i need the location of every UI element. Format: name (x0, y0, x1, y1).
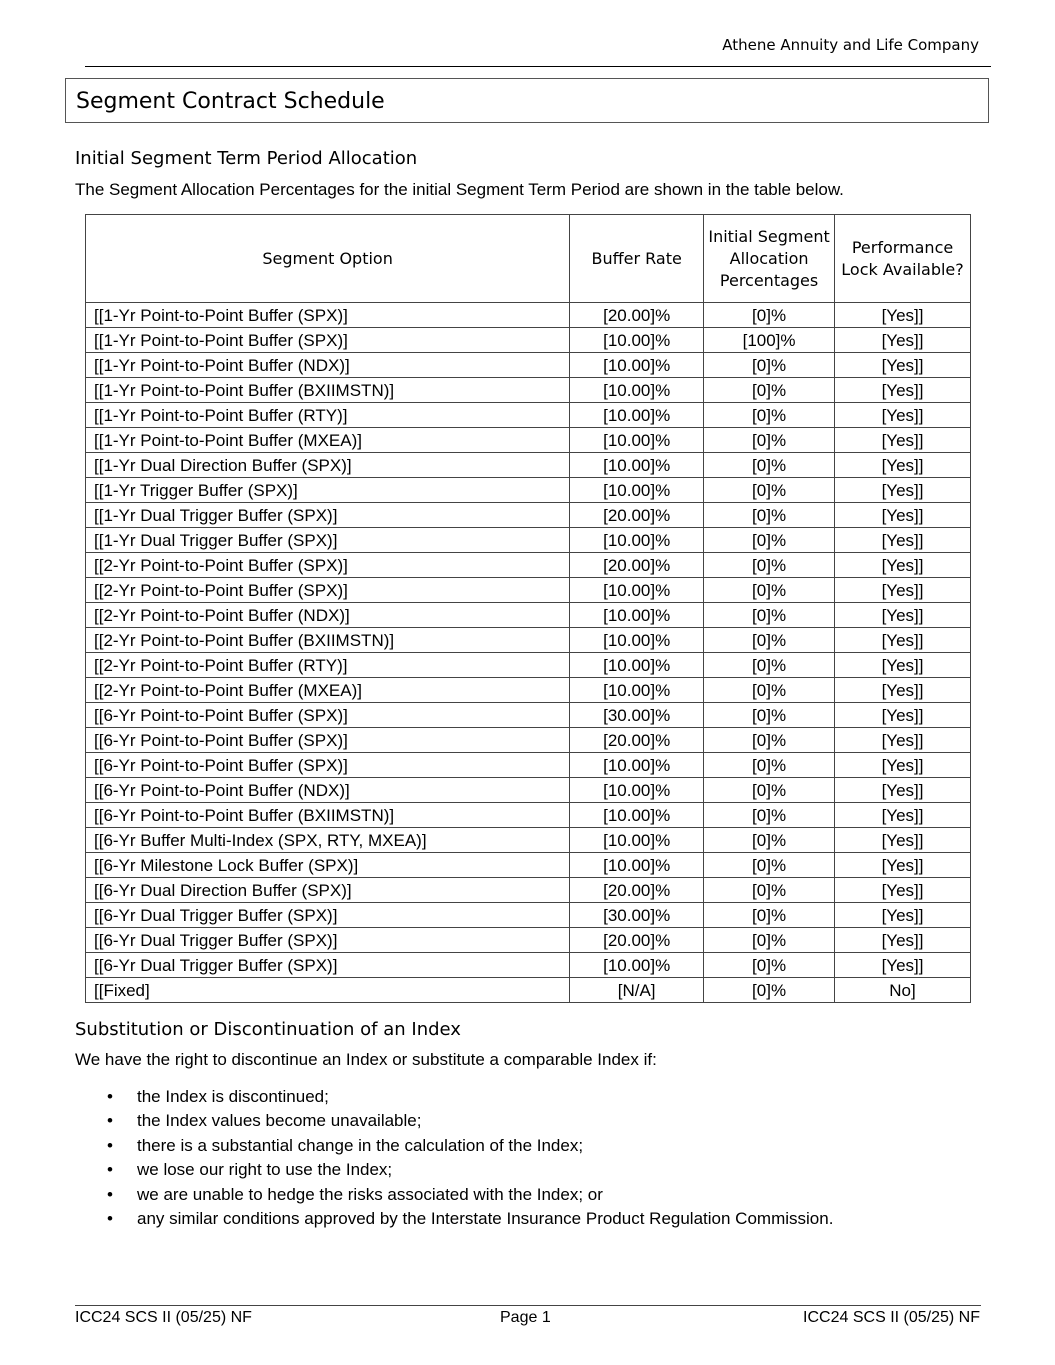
cell-buffer-rate: [10.00]% (570, 653, 704, 678)
cell-buffer-rate: [10.00]% (570, 578, 704, 603)
cell-allocation: [0]% (704, 853, 835, 878)
cell-performance-lock: [Yes]] (835, 528, 971, 553)
condition-list (75, 1085, 833, 1231)
cell-buffer-rate: [10.00]% (570, 753, 704, 778)
cell-allocation: [0]% (704, 603, 835, 628)
table-row (86, 928, 971, 953)
header-rule (85, 66, 991, 67)
cell-allocation: [0]% (704, 778, 835, 803)
cell-buffer-rate: [20.00]% (570, 303, 704, 328)
cell-segment-option: [[1-Yr Dual Direction Buffer (SPX)] (86, 453, 570, 478)
cell-buffer-rate: [30.00]% (570, 703, 704, 728)
cell-buffer-rate: [20.00]% (570, 878, 704, 903)
table-row (86, 578, 971, 603)
cell-performance-lock: [Yes]] (835, 303, 971, 328)
cell-buffer-rate: [10.00]% (570, 953, 704, 978)
cell-segment-option: [[6-Yr Point-to-Point Buffer (NDX)] (86, 778, 570, 803)
cell-segment-option: [[1-Yr Point-to-Point Buffer (MXEA)] (86, 428, 570, 453)
cell-allocation: [0]% (704, 553, 835, 578)
table-row (86, 503, 971, 528)
cell-segment-option: [[6-Yr Dual Trigger Buffer (SPX)] (86, 903, 570, 928)
cell-performance-lock: [Yes]] (835, 328, 971, 353)
cell-performance-lock: [Yes]] (835, 828, 971, 853)
cell-performance-lock: [Yes]] (835, 653, 971, 678)
table-row (86, 703, 971, 728)
cell-allocation: [0]% (704, 828, 835, 853)
table-row (86, 303, 971, 328)
cell-allocation: [0]% (704, 978, 835, 1003)
table-row (86, 728, 971, 753)
cell-segment-option: [[1-Yr Point-to-Point Buffer (RTY)] (86, 403, 570, 428)
table-row (86, 803, 971, 828)
table-row (86, 453, 971, 478)
col-header-performance-lock: Performance Lock Available? (835, 215, 971, 303)
table-row (86, 428, 971, 453)
cell-performance-lock: [Yes]] (835, 928, 971, 953)
cell-buffer-rate: [20.00]% (570, 928, 704, 953)
list-item: • we are unable to hedge the risks associated with the Index; or (75, 1183, 833, 1207)
table-row (86, 403, 971, 428)
cell-segment-option: [[1-Yr Point-to-Point Buffer (SPX)] (86, 303, 570, 328)
cell-buffer-rate: [10.00]% (570, 453, 704, 478)
table-row (86, 753, 971, 778)
cell-buffer-rate: [10.00]% (570, 403, 704, 428)
cell-performance-lock: [Yes]] (835, 453, 971, 478)
cell-buffer-rate: [10.00]% (570, 628, 704, 653)
cell-allocation: [0]% (704, 303, 835, 328)
cell-buffer-rate: [10.00]% (570, 853, 704, 878)
table-row (86, 328, 971, 353)
cell-segment-option: [[6-Yr Point-to-Point Buffer (SPX)] (86, 753, 570, 778)
cell-buffer-rate: [10.00]% (570, 353, 704, 378)
cell-segment-option: [[2-Yr Point-to-Point Buffer (SPX)] (86, 553, 570, 578)
footer-form-right: ICC24 SCS II (05/25) NF (803, 1309, 980, 1326)
cell-segment-option: [[6-Yr Point-to-Point Buffer (BXIIMSTN)] (86, 803, 570, 828)
cell-allocation: [0]% (704, 728, 835, 753)
cell-allocation: [0]% (704, 653, 835, 678)
cell-performance-lock: [Yes]] (835, 603, 971, 628)
cell-performance-lock: [Yes]] (835, 578, 971, 603)
cell-segment-option: [[2-Yr Point-to-Point Buffer (NDX)] (86, 603, 570, 628)
cell-performance-lock: [Yes]] (835, 953, 971, 978)
cell-performance-lock: [Yes]] (835, 403, 971, 428)
table-row (86, 478, 971, 503)
table-row (86, 678, 971, 703)
table-row (86, 828, 971, 853)
footer-page-number: Page 1 (500, 1309, 551, 1326)
cell-performance-lock: [Yes]] (835, 803, 971, 828)
cell-buffer-rate: [10.00]% (570, 828, 704, 853)
cell-allocation: [0]% (704, 678, 835, 703)
table-row (86, 628, 971, 653)
cell-allocation: [0]% (704, 428, 835, 453)
cell-performance-lock: [Yes]] (835, 353, 971, 378)
cell-allocation: [0]% (704, 878, 835, 903)
cell-buffer-rate: [10.00]% (570, 778, 704, 803)
footer-form-left: ICC24 SCS II (05/25) NF (75, 1309, 252, 1326)
cell-performance-lock: [Yes]] (835, 553, 971, 578)
table-row (86, 878, 971, 903)
section-heading-substitution: Substitution or Discontinuation of an Index (75, 1019, 461, 1040)
cell-buffer-rate: [N/A] (570, 978, 704, 1003)
table-row (86, 353, 971, 378)
company-name: Athene Annuity and Life Company (722, 36, 979, 54)
col-header-allocation: Initial Segment Allocation Percentages (704, 215, 835, 303)
cell-segment-option: [[6-Yr Dual Trigger Buffer (SPX)] (86, 953, 570, 978)
table-header-row (86, 215, 971, 303)
cell-performance-lock: [Yes]] (835, 878, 971, 903)
cell-allocation: [0]% (704, 453, 835, 478)
table-row (86, 553, 971, 578)
cell-performance-lock: [Yes]] (835, 903, 971, 928)
table-row (86, 528, 971, 553)
cell-performance-lock: [Yes]] (835, 778, 971, 803)
cell-performance-lock: [Yes]] (835, 428, 971, 453)
cell-performance-lock: No] (835, 978, 971, 1003)
cell-allocation: [0]% (704, 528, 835, 553)
cell-allocation: [0]% (704, 578, 835, 603)
cell-segment-option: [[6-Yr Buffer Multi-Index (SPX, RTY, MXEA)] (86, 828, 570, 853)
table-row (86, 378, 971, 403)
cell-segment-option: [[Fixed] (86, 978, 570, 1003)
list-item: • the Index values become unavailable; (75, 1109, 833, 1133)
table-row (86, 653, 971, 678)
cell-allocation: [0]% (704, 628, 835, 653)
table-row (86, 903, 971, 928)
cell-buffer-rate: [30.00]% (570, 903, 704, 928)
list-item: • we lose our right to use the Index; (75, 1158, 833, 1182)
cell-segment-option: [[6-Yr Dual Direction Buffer (SPX)] (86, 878, 570, 903)
cell-segment-option: [[6-Yr Point-to-Point Buffer (SPX)] (86, 728, 570, 753)
list-item: • any similar conditions approved by the Interstate Insurance Product Regulation Commission. (75, 1207, 833, 1231)
cell-allocation: [0]% (704, 353, 835, 378)
cell-allocation: [0]% (704, 803, 835, 828)
page-title: Segment Contract Schedule (76, 89, 385, 114)
cell-performance-lock: [Yes]] (835, 678, 971, 703)
cell-buffer-rate: [20.00]% (570, 553, 704, 578)
cell-performance-lock: [Yes]] (835, 628, 971, 653)
cell-buffer-rate: [20.00]% (570, 503, 704, 528)
cell-segment-option: [[2-Yr Point-to-Point Buffer (MXEA)] (86, 678, 570, 703)
cell-buffer-rate: [10.00]% (570, 528, 704, 553)
cell-allocation: [0]% (704, 378, 835, 403)
cell-buffer-rate: [10.00]% (570, 603, 704, 628)
cell-segment-option: [[1-Yr Dual Trigger Buffer (SPX)] (86, 503, 570, 528)
cell-segment-option: [[1-Yr Trigger Buffer (SPX)] (86, 478, 570, 503)
cell-allocation: [0]% (704, 928, 835, 953)
col-header-buffer-rate: Buffer Rate (570, 215, 704, 303)
title-box (65, 78, 989, 123)
cell-performance-lock: [Yes]] (835, 703, 971, 728)
table-row (86, 778, 971, 803)
cell-segment-option: [[1-Yr Point-to-Point Buffer (NDX)] (86, 353, 570, 378)
cell-performance-lock: [Yes]] (835, 503, 971, 528)
cell-performance-lock: [Yes]] (835, 853, 971, 878)
table-row (86, 978, 971, 1003)
cell-segment-option: [[1-Yr Point-to-Point Buffer (BXIIMSTN)] (86, 378, 570, 403)
table-row (86, 953, 971, 978)
list-item: • the Index is discontinued; (75, 1085, 833, 1109)
cell-allocation: [0]% (704, 403, 835, 428)
cell-performance-lock: [Yes]] (835, 378, 971, 403)
cell-buffer-rate: [10.00]% (570, 328, 704, 353)
cell-allocation: [0]% (704, 703, 835, 728)
cell-buffer-rate: [10.00]% (570, 803, 704, 828)
cell-buffer-rate: [10.00]% (570, 428, 704, 453)
section-heading-allocation: Initial Segment Term Period Allocation (75, 148, 418, 169)
cell-segment-option: [[2-Yr Point-to-Point Buffer (SPX)] (86, 578, 570, 603)
cell-performance-lock: [Yes]] (835, 753, 971, 778)
cell-segment-option: [[2-Yr Point-to-Point Buffer (RTY)] (86, 653, 570, 678)
list-item: • there is a substantial change in the calculation of the Index; (75, 1134, 833, 1158)
cell-segment-option: [[6-Yr Milestone Lock Buffer (SPX)] (86, 853, 570, 878)
allocation-table (85, 214, 971, 1003)
cell-buffer-rate: [10.00]% (570, 378, 704, 403)
cell-allocation: [100]% (704, 328, 835, 353)
cell-allocation: [0]% (704, 478, 835, 503)
cell-segment-option: [[6-Yr Point-to-Point Buffer (SPX)] (86, 703, 570, 728)
cell-buffer-rate: [20.00]% (570, 728, 704, 753)
cell-allocation: [0]% (704, 753, 835, 778)
table-row (86, 603, 971, 628)
cell-allocation: [0]% (704, 503, 835, 528)
footer-rule (75, 1305, 981, 1306)
cell-allocation: [0]% (704, 903, 835, 928)
cell-buffer-rate: [10.00]% (570, 478, 704, 503)
substitution-intro: We have the right to discontinue an Index or substitute a comparable Index if: (75, 1050, 657, 1069)
cell-segment-option: [[1-Yr Dual Trigger Buffer (SPX)] (86, 528, 570, 553)
cell-performance-lock: [Yes]] (835, 478, 971, 503)
cell-buffer-rate: [10.00]% (570, 678, 704, 703)
col-header-segment-option: Segment Option (86, 215, 570, 303)
cell-segment-option: [[1-Yr Point-to-Point Buffer (SPX)] (86, 328, 570, 353)
cell-segment-option: [[6-Yr Dual Trigger Buffer (SPX)] (86, 928, 570, 953)
allocation-intro: The Segment Allocation Percentages for the initial Segment Term Period are shown in the table below. (75, 180, 844, 199)
cell-allocation: [0]% (704, 953, 835, 978)
table-row (86, 853, 971, 878)
cell-segment-option: [[2-Yr Point-to-Point Buffer (BXIIMSTN)] (86, 628, 570, 653)
cell-performance-lock: [Yes]] (835, 728, 971, 753)
